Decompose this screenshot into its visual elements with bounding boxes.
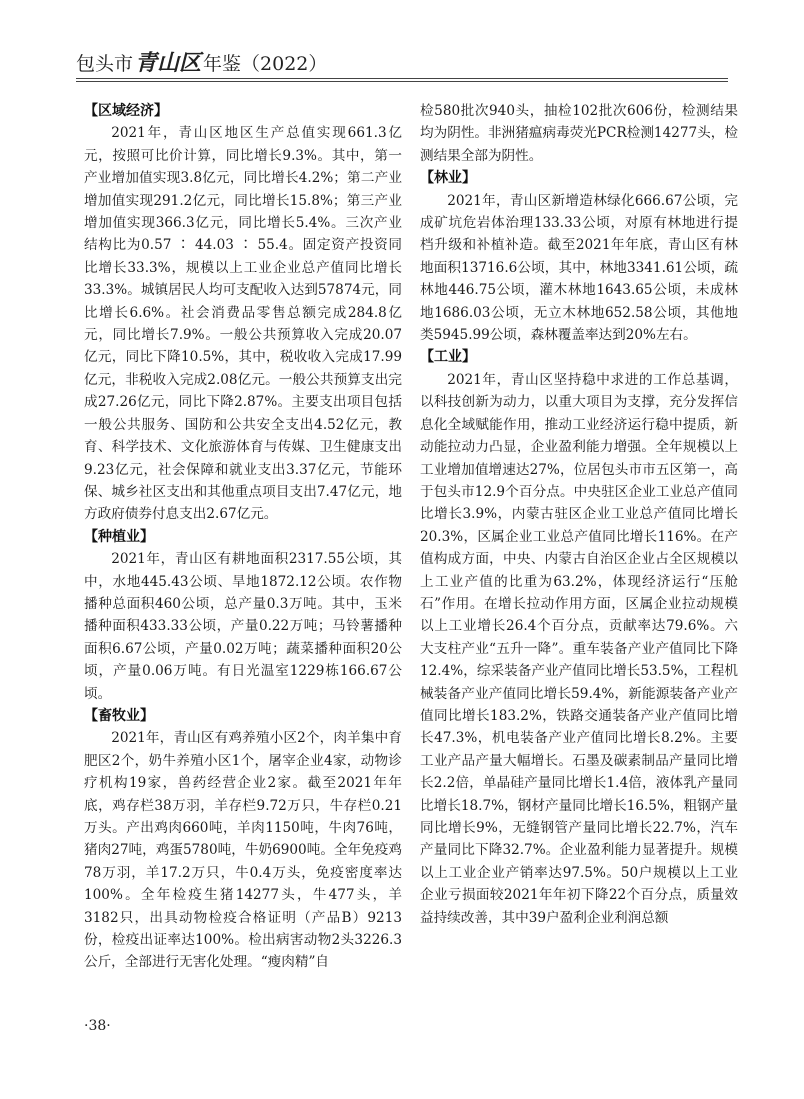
section-industry <box>420 346 738 929</box>
continued-paragraph: 检580批次940头，抽检102批次606份，检测结果均为阴性。非洲猪瘟病毒荧光PCR检测14277头，检测结果全部为阴性。 <box>420 103 738 164</box>
section-paragraph: 2021年，青山区坚持稳中求进的工作总基调，以科技创新为动力，以重大项目为支撑，充分发挥信息化全域赋能作用，推动工业经济运行稳中提质，新动能拉动力凸显，企业盈利能力增强。全年规模以上工业增加值增速达27%，位居包头市市五区第一，高于包头市12.9个百分点。中央驻区企业工业总产值同比增长3.9%，内蒙古驻区企业工业总产值同比增长20.3%，区属企业工业总产值同比增长116%。在产值构成方面，中央、内蒙古自治区企业占全区规模以上工业产值的比重为63.2%，体现经济运行“压舱石”作用。在增长拉动作用方面，区属企业拉动规模以上工业增长26.4个百分点，贡献率达79.6%。六大支柱产业“五升一降”。重车装备产业产值同比下降12.4%，综采装备产业产值同比增长53.5%，工程机械装备产业产值同比增长59.4%，新能源装备产业产值同比增长183.2%，铁路交通装备产业产值同比增长47.3%，机电装备产业产值同比增长8.2%。主要工业产品产量大幅增长。石墨及碳素制品产量同比增长2.2倍，单晶硅产量同比增长1.4倍，液体乳产量同比增长18.7%，钢材产量同比增长16.5%，粗钢产量同比增长9%，无缝钢管产量同比增长22.7%，汽车产量同比下降32.7%。企业盈利能力显著提升。规模以上工业企业产销率达97.5%。50户规模以上工业企业亏损面较2021年年初下降22个百分点，质量效益持续改善，其中39户盈利企业利润总额 <box>420 371 738 926</box>
header-brand: 青山区 <box>135 50 202 76</box>
section-heading: 【工业】 <box>420 349 476 366</box>
left-column <box>84 100 402 974</box>
section-paragraph: 2021年，青山区有鸡养殖小区2个，肉羊集中育肥区2个，奶牛养殖小区1个，屠宰企业4家，动物诊疗机构19家，兽药经营企业2家。截至2021年年底，鸡存栏38万羽，羊存栏9.72万只，牛存栏0.21万头。产出鸡肉660吨，羊肉1150吨，牛肉76吨，猪肉27吨，鸡蛋5780吨，牛奶6900吨。全年免疫鸡78万羽，羊17.2万只，牛0.4万头，免疫密度率达100%。全年检疫生猪14277头，牛477头，羊3182只，出具动物检疫合格证明（产品B）9213份，检疫出证率达100%。检出病害动物2头3226.3公斤，全部进行无害化处理。“瘦肉精”自 <box>84 730 402 971</box>
section-regional-economy <box>84 100 402 526</box>
section-paragraph: 2021年，青山区有耕地面积2317.55公顷，其中，水地445.43公顷、旱地1872.12公顷。农作物播种总面积460公顷，总产量0.3万吨。其中，玉米播种面积433.33公顷，产量0.22万吨；马铃薯播种面积6.67公顷，产量0.02万吨；蔬菜播种面积20公顷，产量0.06万吨。有日光温室1229栋166.67公顷。 <box>84 551 402 702</box>
header-rule <box>76 78 728 79</box>
section-livestock <box>84 705 402 974</box>
section-heading: 【种植业】 <box>84 528 154 545</box>
header-prefix: 包头市 <box>76 53 134 75</box>
page-number: ·38· <box>84 1018 111 1034</box>
header-rule-double <box>76 81 728 82</box>
section-heading: 【区域经济】 <box>84 103 168 119</box>
header-suffix: 年鉴（2022） <box>203 53 328 75</box>
section-forestry <box>420 167 738 346</box>
section-paragraph: 2021年，青山区新增造林绿化666.67公顷，完成矿坑危岩体治理133.33公顷，对原有林地进行提档升级和补植补造。截至2021年年底，青山区有林地面积13716.6公顷，其中，林地3341.61公顷，疏林地446.75公顷，灌木林地1643.65公顷，未成林地1686.03公顷，无立木林地652.58公顷，其他地类5945.99公顷，森林覆盖率达到20%左右。 <box>420 192 738 344</box>
section-heading: 【林业】 <box>420 170 476 187</box>
right-column <box>420 100 738 929</box>
running-header <box>76 46 327 77</box>
section-planting <box>84 526 402 705</box>
section-heading: 【畜牧业】 <box>84 707 154 724</box>
section-paragraph: 2021年，青山区地区生产总值实现661.3亿元，按照可比价计算，同比增长9.3%。其中，第一产业增加值实现3.8亿元，同比增长4.2%；第二产业增加值实现291.2亿元，同比增长15.8%；第三产业增加值实现366.3亿元，同比增长5.4%。三次产业结构比为0.57 ∶ 44.03 ∶ 55.4。固定资产投资同比增长33.3%，规模以上工业企业总产值同比增长33.3%。城镇居民人均可支配收入达到57874元，同比增长6.6%。社会消费品零售总额完成284.8亿元，同比增长7.9%。一般公共预算收入完成20.07亿元，同比下降10.5%，其中，税收收入完成17.99亿元，非税收入完成2.08亿元。一般公共预算支出完成27.26亿元，同比下降2.87%。主要支出项目包括一般公共服务、国防和公共安全支出4.52亿元，教育、科学技术、文化旅游体育与传媒、卫生健康支出9.23亿元，社会保障和就业支出3.37亿元，节能环保、城乡社区支出和其他重点项目支出7.47亿元，地方政府债券付息支出2.67亿元。 <box>84 125 402 523</box>
